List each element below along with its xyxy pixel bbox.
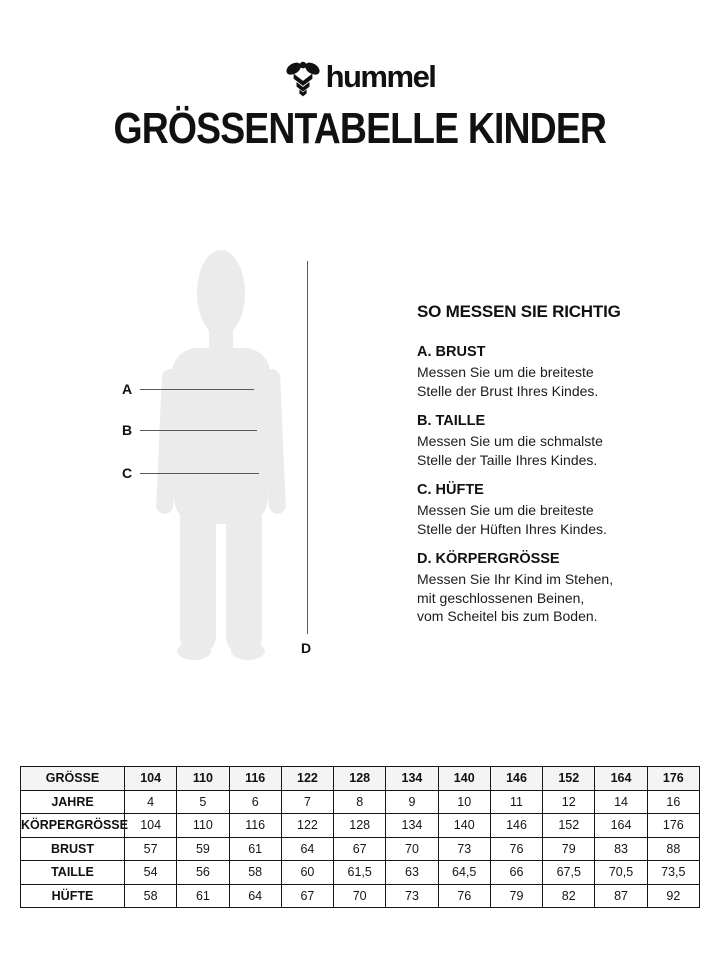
table-cell: 176 (647, 814, 699, 838)
table-cell: 76 (490, 837, 542, 861)
section-title: B. TAILLE (417, 413, 486, 429)
table-cell: 6 (229, 790, 281, 814)
table-cell: 11 (490, 790, 542, 814)
table-cell: 14 (595, 790, 647, 814)
section-title: C. HÜFTE (417, 482, 484, 498)
table-cell: 76 (438, 884, 490, 908)
table-cell: 58 (125, 884, 177, 908)
section-text: Stelle der Hüften Ihres Kindes. (417, 520, 607, 537)
table-cell: 4 (125, 790, 177, 814)
table-cell: 83 (595, 837, 647, 861)
table-cell: 59 (177, 837, 229, 861)
table-row-huefte (21, 884, 700, 908)
size-table (20, 766, 700, 908)
table-cell: 67 (281, 884, 333, 908)
chest-measure-line (140, 389, 254, 390)
table-cell: 73 (386, 884, 438, 908)
section-text: Messen Sie um die schmalste (417, 433, 603, 449)
table-cell: 152 (543, 767, 595, 791)
table-cell: 176 (647, 767, 699, 791)
table-cell: 82 (543, 884, 595, 908)
section-title: A. BRUST (417, 344, 486, 360)
table-cell: 58 (229, 861, 281, 885)
table-cell: 152 (543, 814, 595, 838)
logo-wordmark: hummel (325, 59, 436, 94)
table-cell: 122 (281, 814, 333, 838)
table-cell: 73 (438, 837, 490, 861)
table-cell: 134 (386, 814, 438, 838)
table-cell: 140 (438, 767, 490, 791)
table-cell: 64 (281, 837, 333, 861)
table-cell: 104 (125, 767, 177, 791)
section-text: Messen Sie um die breiteste (417, 364, 594, 380)
table-cell: 87 (595, 884, 647, 908)
table-cell: 56 (177, 861, 229, 885)
section-text: Messen Sie Ihr Kind im Stehen, (417, 571, 614, 587)
hummel-bee-icon (285, 59, 321, 97)
waist-measure-line (140, 430, 257, 431)
table-row-jahre (21, 790, 700, 814)
table-cell: 63 (386, 861, 438, 885)
table-cell: 16 (647, 790, 699, 814)
table-cell: 10 (438, 790, 490, 814)
table-cell: 61 (229, 837, 281, 861)
table-cell: 67 (334, 837, 386, 861)
table-cell: 67,5 (543, 861, 595, 885)
table-cell: 54 (125, 861, 177, 885)
table-cell: 5 (177, 790, 229, 814)
table-cell: 110 (177, 767, 229, 791)
table-cell: 128 (334, 767, 386, 791)
table-cell: 66 (490, 861, 542, 885)
section-text: Messen Sie um die breiteste (417, 502, 594, 518)
table-cell: 140 (438, 814, 490, 838)
table-cell: 116 (229, 814, 281, 838)
marker-c-label: C (122, 465, 133, 481)
table-cell: 104 (125, 814, 177, 838)
measuring-instructions (417, 302, 637, 639)
table-cell: 146 (490, 767, 542, 791)
section-text: mit geschlossenen Beinen, (417, 589, 585, 606)
row-label: GRÖSSE (21, 767, 125, 791)
table-cell: 61,5 (334, 861, 386, 885)
row-label: JAHRE (21, 790, 125, 814)
table-cell: 79 (490, 884, 542, 908)
table-row-brust (21, 837, 700, 861)
table-cell: 116 (229, 767, 281, 791)
section-text: Stelle der Brust Ihres Kindes. (417, 382, 599, 399)
table-cell: 164 (595, 767, 647, 791)
table-cell: 12 (543, 790, 595, 814)
row-label: TAILLE (21, 861, 125, 885)
row-label: BRUST (21, 837, 125, 861)
table-cell: 146 (490, 814, 542, 838)
table-cell: 8 (334, 790, 386, 814)
row-label: HÜFTE (21, 884, 125, 908)
instruction-section-chest (417, 344, 637, 400)
table-cell: 73,5 (647, 861, 699, 885)
table-cell: 70,5 (595, 861, 647, 885)
instruction-section-height (417, 551, 637, 626)
table-cell: 64,5 (438, 861, 490, 885)
section-title: D. KÖRPERGRÖSSE (417, 551, 560, 567)
section-text: Stelle der Taille Ihres Kindes. (417, 451, 598, 468)
instruction-section-waist (417, 413, 637, 469)
table-cell: 164 (595, 814, 647, 838)
table-cell: 79 (543, 837, 595, 861)
table-cell: 70 (334, 884, 386, 908)
table-cell: 70 (386, 837, 438, 861)
child-silhouette-graphic (116, 249, 326, 664)
instructions-heading: SO MESSEN SIE RICHTIG (417, 302, 621, 321)
table-cell: 128 (334, 814, 386, 838)
table-cell: 122 (281, 767, 333, 791)
table-cell: 110 (177, 814, 229, 838)
table-cell: 61 (177, 884, 229, 908)
table-cell: 60 (281, 861, 333, 885)
table-cell: 134 (386, 767, 438, 791)
table-row-taille (21, 861, 700, 885)
table-row-groesse (21, 767, 700, 791)
table-cell: 9 (386, 790, 438, 814)
child-silhouette (116, 249, 326, 664)
table-cell: 64 (229, 884, 281, 908)
marker-d-label: D (301, 640, 312, 656)
instruction-section-hip (417, 482, 637, 538)
marker-b-label: B (122, 422, 133, 438)
hummel-logo (0, 56, 720, 98)
row-label: KÖRPERGRÖSSE (21, 814, 125, 838)
section-text: vom Scheitel bis zum Boden. (417, 608, 598, 624)
table-cell: 92 (647, 884, 699, 908)
table-cell: 88 (647, 837, 699, 861)
table-cell: 57 (125, 837, 177, 861)
hip-measure-line (140, 473, 259, 474)
page-title: GRÖSSENTABELLE KINDER (113, 104, 607, 153)
table-row-koerpergroesse (21, 814, 700, 838)
height-measure-line (307, 261, 308, 634)
table-cell: 7 (281, 790, 333, 814)
marker-a-label: A (122, 381, 133, 397)
